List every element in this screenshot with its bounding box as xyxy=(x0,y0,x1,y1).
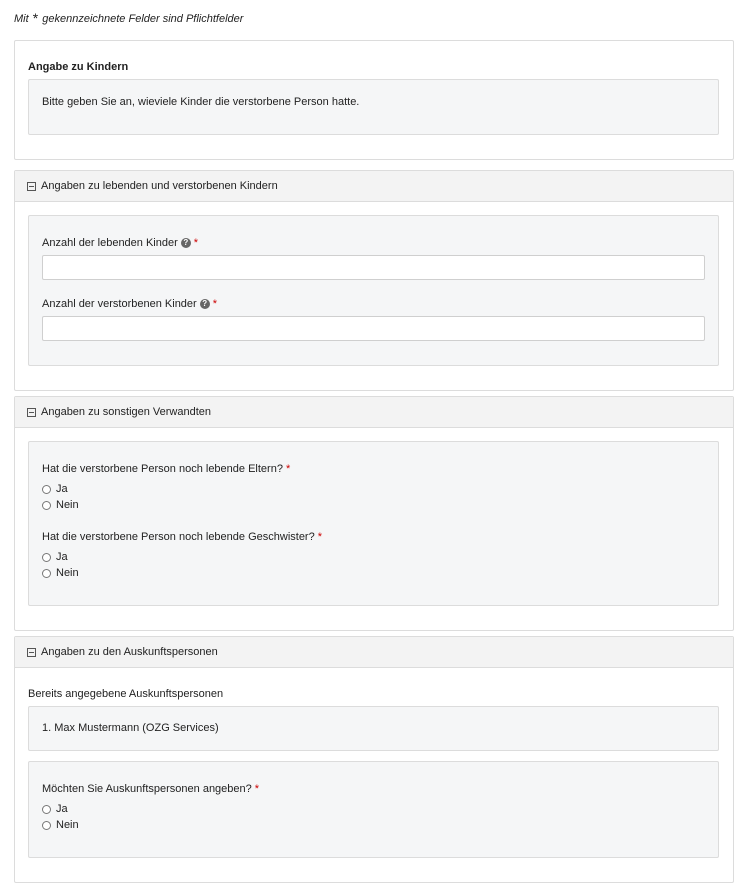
children-info-text: Bitte geben Sie an, wieviele Kinder die verstorbene Person hatte. xyxy=(42,96,360,108)
deceased-children-label xyxy=(42,298,217,310)
radio-button[interactable] xyxy=(42,485,51,494)
radio-button[interactable] xyxy=(42,805,51,814)
relatives-section-title: Angaben zu sonstigen Verwandten xyxy=(41,406,212,418)
children-section-header[interactable] xyxy=(15,171,733,202)
informants-yes-option[interactable] xyxy=(42,803,68,815)
children-info-title: Angabe zu Kindern xyxy=(28,61,129,73)
radio-button[interactable] xyxy=(42,501,51,510)
parents-yes-option[interactable] xyxy=(42,483,68,495)
radio-label: Nein xyxy=(56,567,79,579)
children-section-title: Angaben zu lebenden und verstorbenen Kindern xyxy=(41,180,278,192)
informants-section-title: Angaben zu den Auskunftspersonen xyxy=(41,646,218,658)
informants-question xyxy=(42,783,259,795)
deceased-children-label-text: Anzahl der verstorbenen Kinder xyxy=(42,298,197,310)
required-note-star: * xyxy=(32,10,39,26)
relatives-fields-box xyxy=(28,441,719,606)
living-children-input[interactable] xyxy=(42,255,705,280)
living-children-label xyxy=(42,237,198,249)
relatives-section-header[interactable] xyxy=(15,397,733,428)
required-note-suffix: gekennzeichnete Felder sind Pflichtfelder xyxy=(42,13,244,25)
collapse-icon[interactable] xyxy=(27,408,36,417)
required-asterisk: * xyxy=(254,783,260,795)
required-asterisk: * xyxy=(193,237,199,249)
informants-question-text: Möchten Sie Auskunftspersonen angeben? xyxy=(42,783,252,795)
siblings-no-option[interactable] xyxy=(42,567,79,579)
informants-question-box xyxy=(28,761,719,858)
radio-button[interactable] xyxy=(42,569,51,578)
informants-list-title: Bereits angegebene Auskunftspersonen xyxy=(28,688,224,700)
informants-list-box xyxy=(28,706,719,751)
help-icon[interactable]: ? xyxy=(181,238,191,248)
required-asterisk: * xyxy=(212,298,217,310)
living-children-label-text: Anzahl der lebenden Kinder xyxy=(42,237,178,249)
required-fields-note xyxy=(14,10,243,26)
children-section-panel xyxy=(14,170,734,391)
relatives-section-panel xyxy=(14,396,734,631)
informant-item: 1. Max Mustermann (OZG Services) xyxy=(42,722,219,734)
radio-label: Ja xyxy=(56,551,68,563)
radio-label: Ja xyxy=(56,803,68,815)
parents-question xyxy=(42,463,290,475)
informants-section-header[interactable] xyxy=(15,637,733,668)
collapse-icon[interactable] xyxy=(27,182,36,191)
required-asterisk: * xyxy=(317,531,322,543)
siblings-question-text: Hat die verstorbene Person noch lebende Geschwister? xyxy=(42,531,315,543)
radio-label: Nein xyxy=(56,819,79,831)
parents-no-option[interactable] xyxy=(42,499,79,511)
radio-button[interactable] xyxy=(42,821,51,830)
siblings-question xyxy=(42,531,322,543)
children-fields-box xyxy=(28,215,719,366)
radio-button[interactable] xyxy=(42,553,51,562)
informants-no-option[interactable] xyxy=(42,819,79,831)
informants-section-panel xyxy=(14,636,734,883)
radio-label: Ja xyxy=(56,483,68,495)
children-info-box xyxy=(28,79,719,135)
deceased-children-input[interactable] xyxy=(42,316,705,341)
children-info-panel xyxy=(14,40,734,160)
help-icon[interactable]: ? xyxy=(200,299,210,309)
required-note-prefix: Mit xyxy=(14,13,29,25)
parents-question-text: Hat die verstorbene Person noch lebende Eltern? xyxy=(42,463,283,475)
radio-label: Nein xyxy=(56,499,79,511)
siblings-yes-option[interactable] xyxy=(42,551,68,563)
required-asterisk: * xyxy=(285,463,291,475)
collapse-icon[interactable] xyxy=(27,648,36,657)
